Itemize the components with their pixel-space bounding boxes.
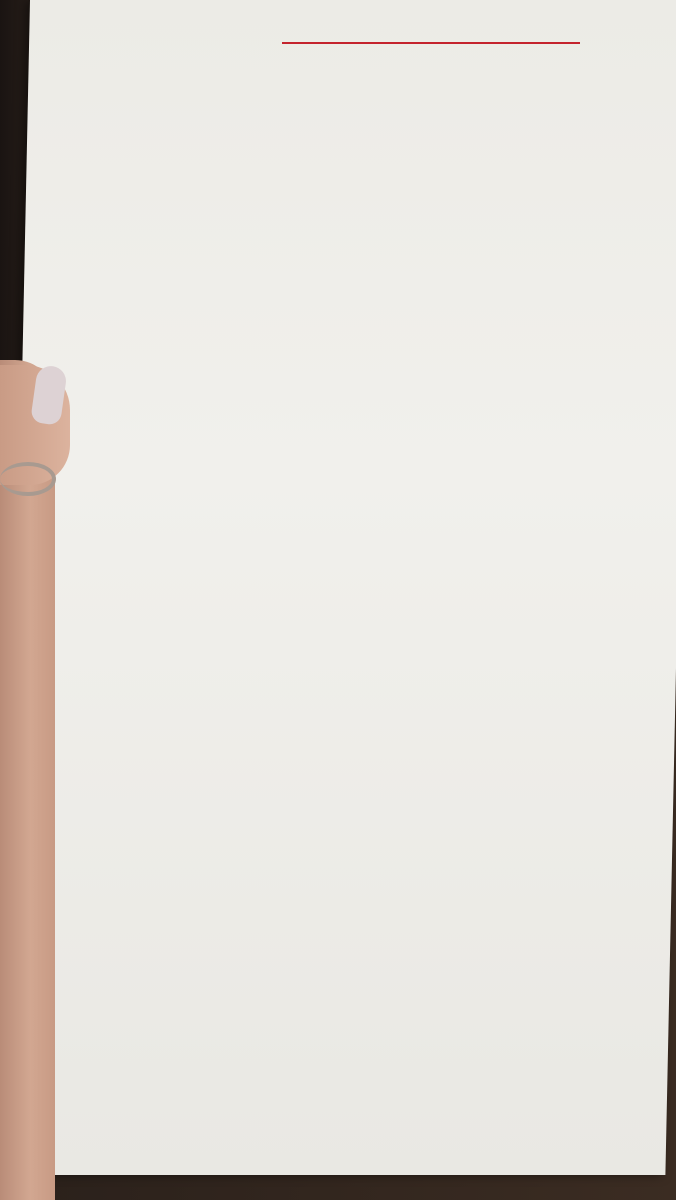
ring <box>0 462 56 496</box>
brand-underline <box>282 42 580 44</box>
